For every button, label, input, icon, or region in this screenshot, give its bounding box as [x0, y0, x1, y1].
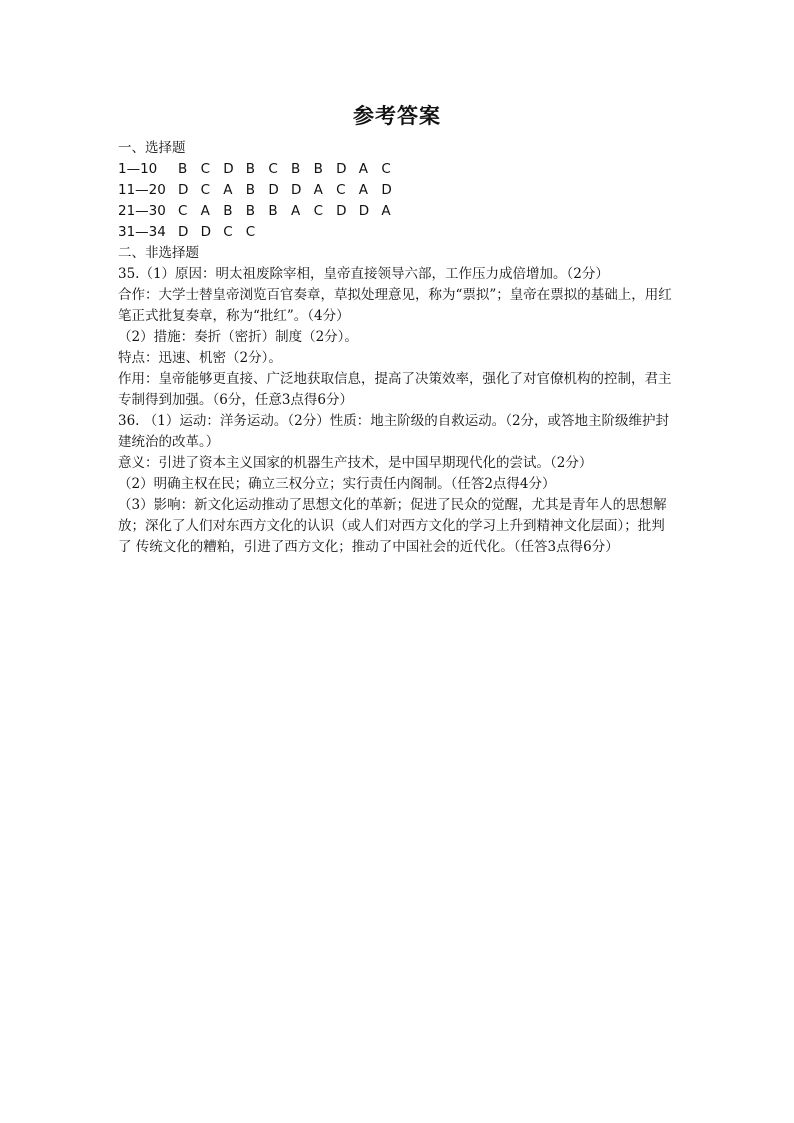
mc-answer: A — [313, 182, 323, 198]
mc-answer: B — [178, 161, 188, 177]
mc-answer: B — [245, 203, 256, 219]
mc-answer: A — [223, 182, 233, 198]
paragraph-35-2-effect: 作用：皇帝能够更直接、广泛地获取信息，提高了决策效率，强化了对官僚机构的控制，君主专制得到加强。（6分，任意3点得6分） — [118, 371, 672, 408]
mc-answer: D — [178, 182, 189, 198]
mc-answer: C — [200, 161, 211, 177]
mc-answer: D — [290, 182, 302, 198]
mc-row — [118, 159, 678, 180]
mc-row — [118, 222, 678, 243]
mc-answer: B — [313, 161, 323, 177]
mc-answer: D — [268, 182, 279, 198]
mc-answer: C — [223, 224, 233, 240]
mc-answer: B — [290, 161, 301, 177]
paragraph-36-1-significance: 意义：引进了资本主义国家的机器生产技术，是中国早期现代化的尝试。（2分） — [118, 455, 593, 471]
mc-answer-list — [178, 201, 404, 222]
mc-answer: B — [245, 161, 256, 177]
mc-row — [118, 201, 678, 222]
mc-answer: D — [336, 161, 347, 177]
paragraph-36-1-movement: 36. （1）运动：洋务运动。（2分）性质：地主阶级的自救运动。（2分，或答地主阶级维护封建统治的改革。） — [118, 413, 670, 450]
mc-answer: D — [223, 161, 234, 177]
mc-answer: D — [381, 182, 392, 198]
mc-row-label: 11—20 — [118, 182, 166, 198]
page-title: 参考答案 — [353, 103, 441, 128]
mc-answer: A — [358, 182, 368, 198]
mc-answer-list — [178, 222, 268, 243]
mc-answer: C — [268, 161, 278, 177]
section-heading-multiple-choice: 一、选择题 — [118, 140, 186, 156]
mc-answer: A — [290, 203, 301, 219]
mc-answer-list — [178, 180, 404, 201]
paragraph-36-3-influence: （3）影响：新文化运动推动了思想文化的革新；促进了民众的觉醒，尤其是青年人的思想解放；深化了人们对东西方文化的认识（或人们对西方文化的学习上升到精神文化层面）；批判了 传统文化的糟粕，引进了西方文化；推动了中国社会的近代化。（任答3点得6分） — [118, 497, 667, 555]
mc-answer: D — [200, 224, 211, 240]
mc-answer: C — [336, 182, 346, 198]
paragraph-35-2-measure: （2）措施：奏折（密折）制度（2分）。 — [118, 329, 358, 345]
mc-answer: D — [178, 224, 189, 240]
mc-answer: A — [200, 203, 210, 219]
mc-answer: C — [245, 224, 256, 240]
section-heading-open-questions: 二、非选择题 — [118, 245, 199, 261]
paragraph-35-1-cause: 35.（1）原因：明太祖废除宰相，皇帝直接领导六部，工作压力成倍增加。（2分） — [118, 266, 609, 282]
mc-answer: D — [358, 203, 370, 219]
mc-row-label: 31—34 — [118, 224, 166, 240]
mc-answer: C — [381, 161, 391, 177]
answer-key-content — [118, 138, 678, 558]
mc-answer: C — [178, 203, 188, 219]
mc-answer-list — [178, 159, 404, 180]
mc-row — [118, 180, 678, 201]
paragraph-35-1-cooperation: 合作：大学士替皇帝浏览百官奏章，草拟处理意见，称为“票拟”；皇帝在票拟的基础上，用红笔正式批复奏章，称为“批红”。（4分） — [118, 287, 672, 324]
mc-row-label: 1—10 — [118, 161, 158, 177]
mc-answer: B — [268, 203, 278, 219]
mc-answer: C — [313, 203, 323, 219]
multiple-choice-answers — [118, 159, 678, 243]
paragraph-36-2: （2）明确主权在民；确立三权分立；实行责任内阁制。（任答2点得4分） — [118, 476, 556, 492]
mc-row-label: 21—30 — [118, 203, 166, 219]
mc-answer: D — [336, 203, 347, 219]
mc-answer: C — [200, 182, 211, 198]
paragraph-35-2-feature: 特点：迅速、机密（2分）。 — [118, 350, 282, 366]
mc-answer: A — [381, 203, 391, 219]
mc-answer: B — [223, 203, 233, 219]
mc-answer: B — [245, 182, 256, 198]
mc-answer: A — [358, 161, 368, 177]
